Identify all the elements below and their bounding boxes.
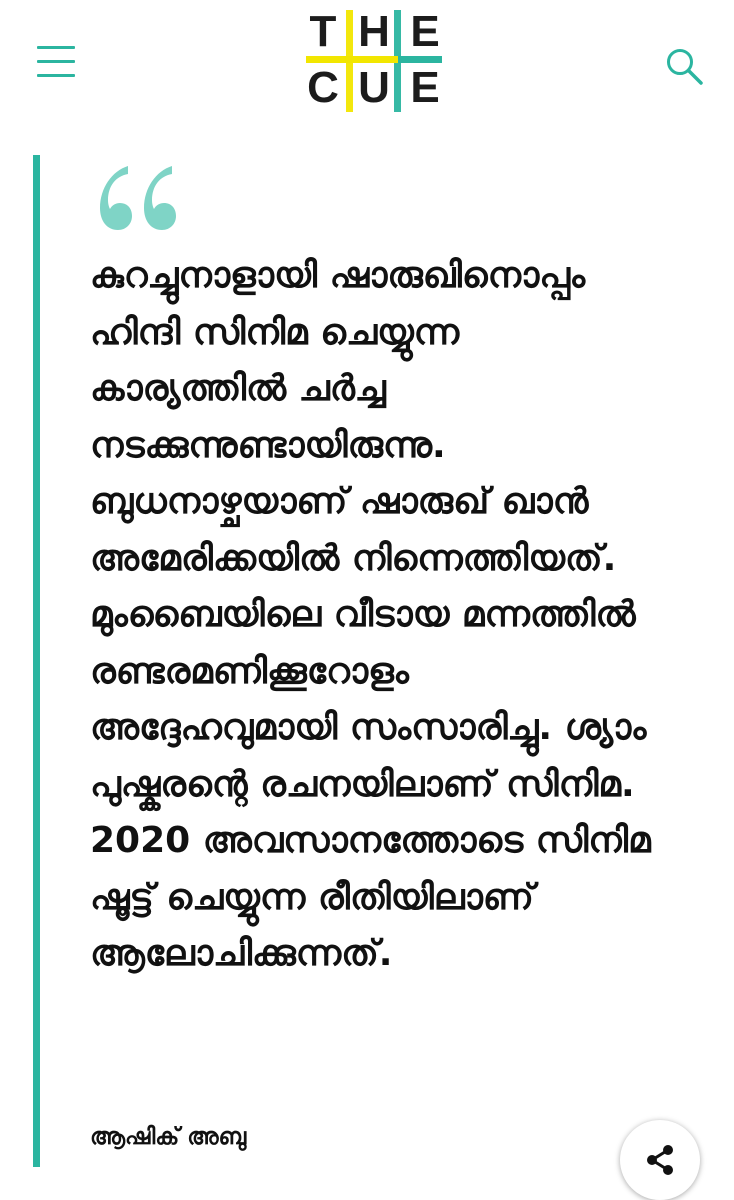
quote-line: നടക്കുന്നുണ്ടായിരുന്നു. [90, 424, 446, 466]
quote-line: 2020 അവസാനത്തോടെ സിനിമ [90, 820, 651, 861]
share-icon [642, 1142, 678, 1178]
logo-letter: E [410, 7, 440, 56]
logo-letter: H [358, 7, 390, 56]
quote-line: രണ്ടരമണിക്കൂറോളം [90, 650, 409, 692]
quote-line: മുംബൈയിലെ വീടായ മന്നത്തിൽ [90, 594, 636, 635]
quote-line: ആലോചിക്കുന്നത്. [90, 933, 393, 974]
site-header [0, 0, 734, 130]
logo-bar [398, 56, 442, 63]
quote-line: ഹിന്ദി സിനിമ ചെയ്യുന്ന [90, 311, 460, 353]
quote-line: പുഷ്കരന്റെ രചനയിലാണ് സിനിമ. [90, 763, 635, 805]
search-icon-graphic [664, 46, 704, 86]
logo-letter: U [358, 63, 390, 112]
quote-line: കാര്യത്തിൽ ചർച്ച [90, 368, 386, 409]
search-icon[interactable] [664, 46, 704, 86]
quote-line: ബുധനാഴ്ചയാണ് ഷാരുഖ് ഖാൻ [90, 481, 589, 522]
menu-line [37, 46, 75, 49]
quote-line: ഷൂട്ട് ചെയ്യുന്ന രീതിയിലാണ് [90, 876, 534, 918]
blockquote-border [33, 155, 40, 1167]
logo-letter: T [309, 7, 337, 56]
logo-letter: C [307, 63, 339, 112]
menu-line [37, 60, 75, 63]
quote-attribution: ആഷിക് അബു [90, 1124, 247, 1150]
share-button[interactable] [620, 1120, 700, 1200]
menu-line [37, 74, 75, 77]
logo-bar [306, 56, 398, 63]
logo-word-top [306, 7, 442, 56]
site-logo[interactable] [306, 7, 442, 112]
quote-line: അമേരിക്കയിൽ നിന്നെത്തിയത്. [90, 537, 617, 579]
logo-letter: E [410, 63, 440, 112]
logo-word-bottom [306, 63, 442, 112]
quote-mark-icon [94, 160, 184, 240]
quote-line: കുറച്ചുനാളായി ഷാരുഖിനൊപ്പം [90, 255, 586, 296]
hamburger-menu-icon[interactable] [37, 44, 77, 80]
quote-line: അദ്ദേഹവുമായി സംസാരിച്ചു. ശ്യാം [90, 707, 647, 748]
quote-text [90, 248, 710, 983]
